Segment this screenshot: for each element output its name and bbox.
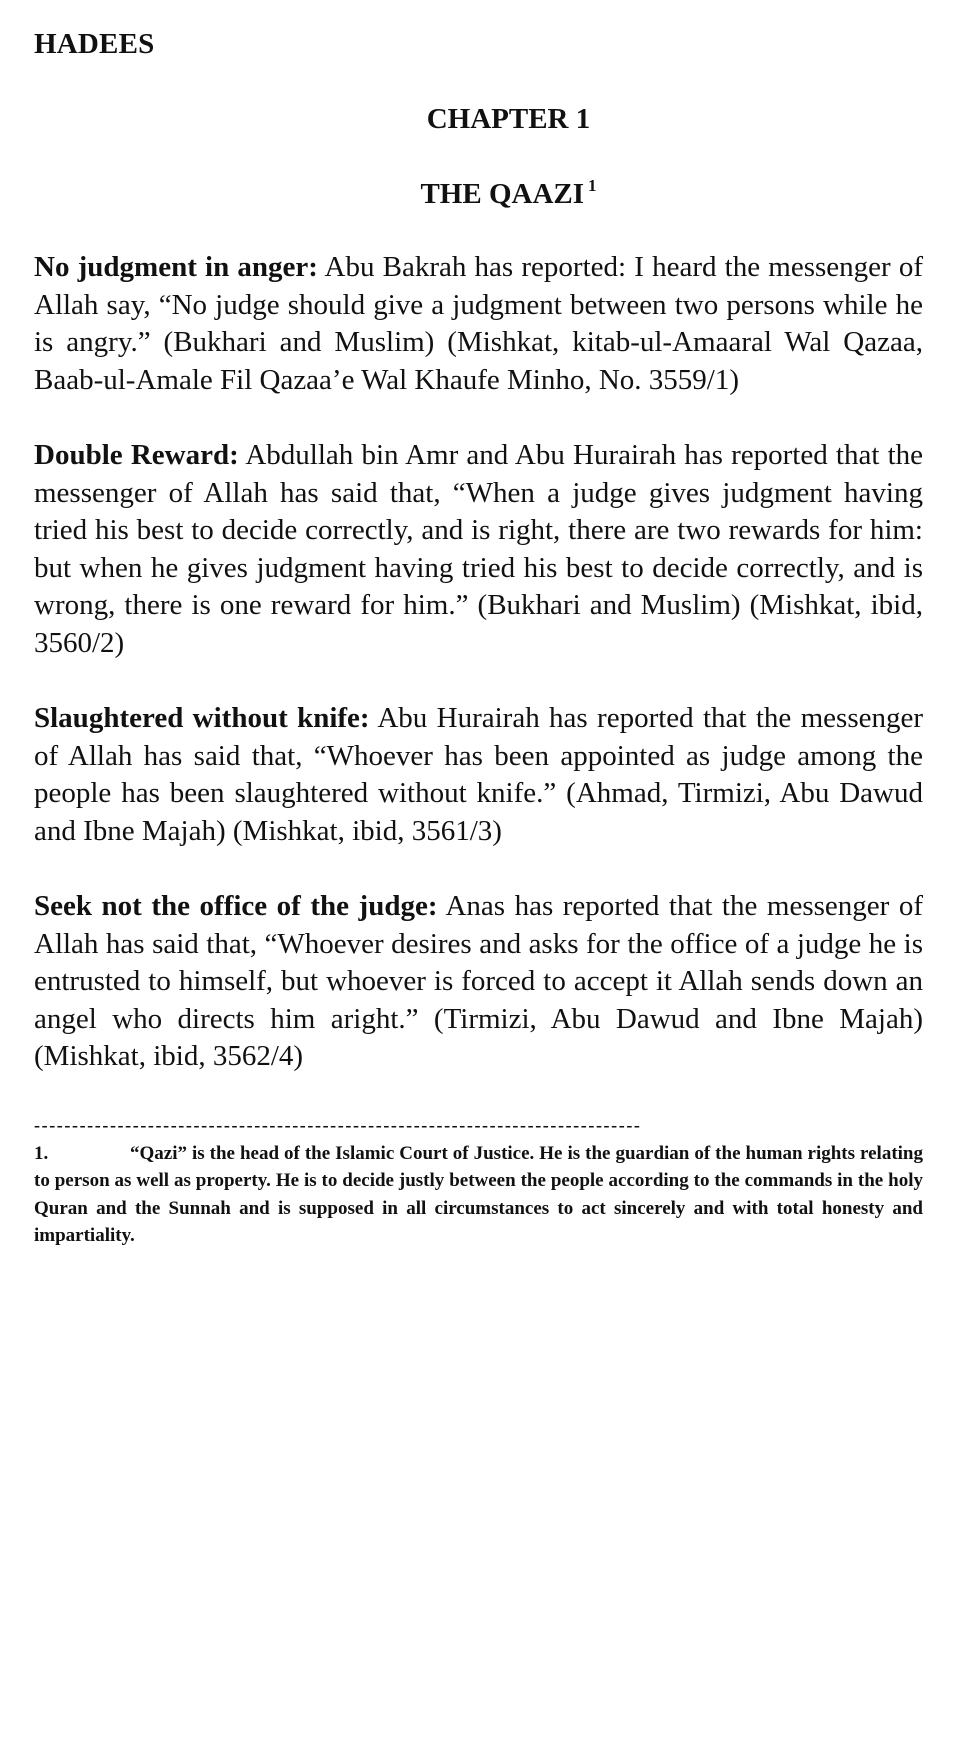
hadith-4-body: Anas has reported that the messenger of Allah has said that, “Whoever desires and asks for the office of a judge he is entrusted to himself, but whoever is forced to accept it Allah sends down an angel who directs him aright.” (Tirmizi, Abu Dawud and Ibne Majah) (Mishkat, ibid, 3562/4) bbox=[34, 890, 923, 1072]
chapter-heading: CHAPTER 1 bbox=[426, 103, 591, 135]
hadith-2-body: Abdullah bin Amr and Abu Hurairah has reported that the messenger of Allah has said that, “When a judge gives judgment having tried his best to decide correctly, and is right, there are two rewards for him: but when he gives judgment having tried his best to decide correctly, and is wrong, there is one reward for him.” (Bukhari and Muslim) (Mishkat, ibid, 3560/2) bbox=[34, 439, 923, 659]
hadith-paragraph-2 bbox=[34, 437, 923, 662]
hadith-paragraph-4 bbox=[34, 888, 923, 1076]
hadith-4-heading: Seek not the office of the judge: bbox=[34, 890, 438, 922]
hadith-2-heading: Double Reward: bbox=[34, 439, 239, 471]
footnote-number: 1. bbox=[34, 1142, 49, 1164]
hadith-3-body: Abu Hurairah has reported that the messenger of Allah has said that, “Whoever has been appointed as judge among the people has been slaughtered without knife.” (Ahmad, Tirmizi, Abu Dawud and Ibne Majah) (Mishkat, ibid, 3561/3) bbox=[34, 702, 924, 847]
hadith-1-heading: No judgment in anger: bbox=[34, 251, 318, 283]
running-head: HADEES bbox=[34, 28, 155, 60]
footnote-separator: -------------------------------------------------------------------------------- bbox=[34, 1114, 642, 1135]
chapter-title-text: THE QAAZI bbox=[420, 178, 585, 210]
footnote bbox=[34, 1140, 923, 1250]
hadith-paragraph-3 bbox=[34, 700, 923, 850]
footnote-text: “Qazi” is the head of the Islamic Court of Justice. He is the guardian of the human rights relating to person as well as property. He is to decide justly between the people according to the commands in the holy Quran and the Sunnah and is supposed in all circumstances to act sincerely and with total honesty and impartiality. bbox=[34, 1142, 923, 1246]
hadith-3-heading: Slaughtered without knife: bbox=[34, 702, 370, 734]
footnote-reference: 1 bbox=[588, 176, 597, 195]
hadith-paragraph-1 bbox=[34, 249, 923, 399]
hadith-1-body: Abu Bakrah has reported: I heard the messenger of Allah say, “No judge should give a judgment between two persons while he is angry.” (Bukhari and Muslim) (Mishkat, kitab-ul-Amaaral Wal Qazaa, Baab-ul-Amale Fil Qazaa’e Wal Khaufe Minho, No. 3559/1) bbox=[34, 251, 924, 396]
chapter-title bbox=[34, 176, 923, 211]
